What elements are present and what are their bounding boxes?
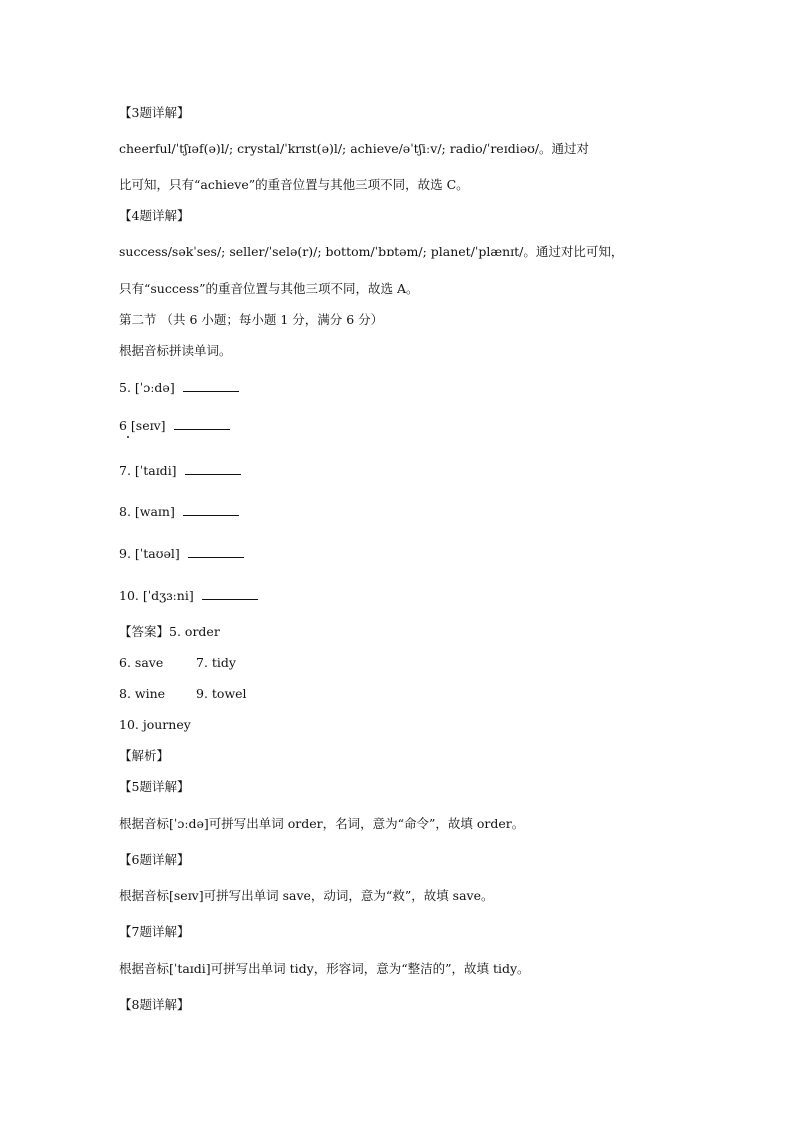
q4-heading: 【4题详解】: [119, 208, 190, 223]
answer-9: 9. towel: [196, 686, 247, 701]
question-5: [119, 379, 239, 397]
question-8: [119, 503, 239, 521]
detail-heading-5: 【5题详解】: [119, 779, 190, 794]
q3-heading: 【3题详解】: [119, 105, 190, 120]
answer-blank: [202, 587, 258, 600]
q3-explanation-line-2: 比可知，只有“achieve”的重音位置与其他三项不同，故选 C。: [119, 177, 469, 192]
answer-blank: [183, 379, 239, 392]
question-7: [119, 462, 241, 480]
answer-6: 6. save: [119, 655, 164, 670]
answer-10: 10. journey: [119, 717, 191, 732]
question-label: 8. [waɪn]: [119, 504, 175, 519]
answer-7: 7. tidy: [196, 655, 236, 670]
section-title: 第二节 （共 6 小题；每小题 1 分，满分 6 分）: [119, 312, 384, 327]
detail-text-5: 根据音标[ˈɔːdə]可拼写出单词 order，名词，意为“命令”，故填 order。: [119, 816, 525, 831]
answer-blank: [188, 545, 244, 558]
answer-line-1: [119, 623, 220, 641]
question-label: 7. [ˈtaɪdi]: [119, 463, 177, 478]
question-label: 9. [ˈtaʊəl]: [119, 546, 180, 561]
answer-line-2: [119, 654, 419, 672]
answer-prefix: 【答案】: [119, 624, 170, 639]
section-instruction: 根据音标拼读单词。: [119, 343, 232, 358]
answer-blank: [185, 462, 241, 475]
q4-explanation-line-2: 只有“success”的重音位置与其他三项不同，故选 A。: [119, 281, 419, 296]
question-6: [119, 417, 230, 435]
question-10: [119, 587, 258, 605]
stray-mark: [127, 436, 129, 438]
question-9: [119, 545, 244, 563]
detail-heading-8: 【8题详解】: [119, 997, 190, 1012]
answer-line-3: [119, 685, 419, 703]
q4-explanation-line-1: success/səkˈses/; seller/ˈselə(r)/; bottom/ˈbɒtəm/; planet/ˈplænɪt/。通过对比可知，: [119, 244, 624, 259]
answer-8: 8. wine: [119, 686, 166, 701]
detail-heading-7: 【7题详解】: [119, 924, 190, 939]
question-label: 5. [ˈɔːdə]: [119, 380, 175, 395]
detail-heading-6: 【6题详解】: [119, 852, 190, 867]
answer-blank: [183, 503, 239, 516]
question-label: 10. [ˈdʒɜːni]: [119, 588, 194, 603]
q3-explanation-line-1: cheerful/ˈtʃɪəf(ə)l/; crystal/ˈkrɪst(ə)l/; achieve/əˈtʃiːv/; radio/ˈreɪdiəʊ/。通过对: [119, 141, 590, 156]
answer-5: 5. order: [169, 624, 220, 639]
analysis-heading: 【解析】: [119, 748, 170, 763]
detail-text-7: 根据音标[ˈtaɪdi]可拼写出单词 tidy，形容词，意为“整洁的”，故填 tidy。: [119, 961, 530, 976]
answer-blank: [174, 417, 230, 430]
detail-text-6: 根据音标[seɪv]可拼写出单词 save，动词，意为“救”，故填 save。: [119, 888, 494, 903]
question-label: 6 [seɪv]: [119, 418, 166, 433]
